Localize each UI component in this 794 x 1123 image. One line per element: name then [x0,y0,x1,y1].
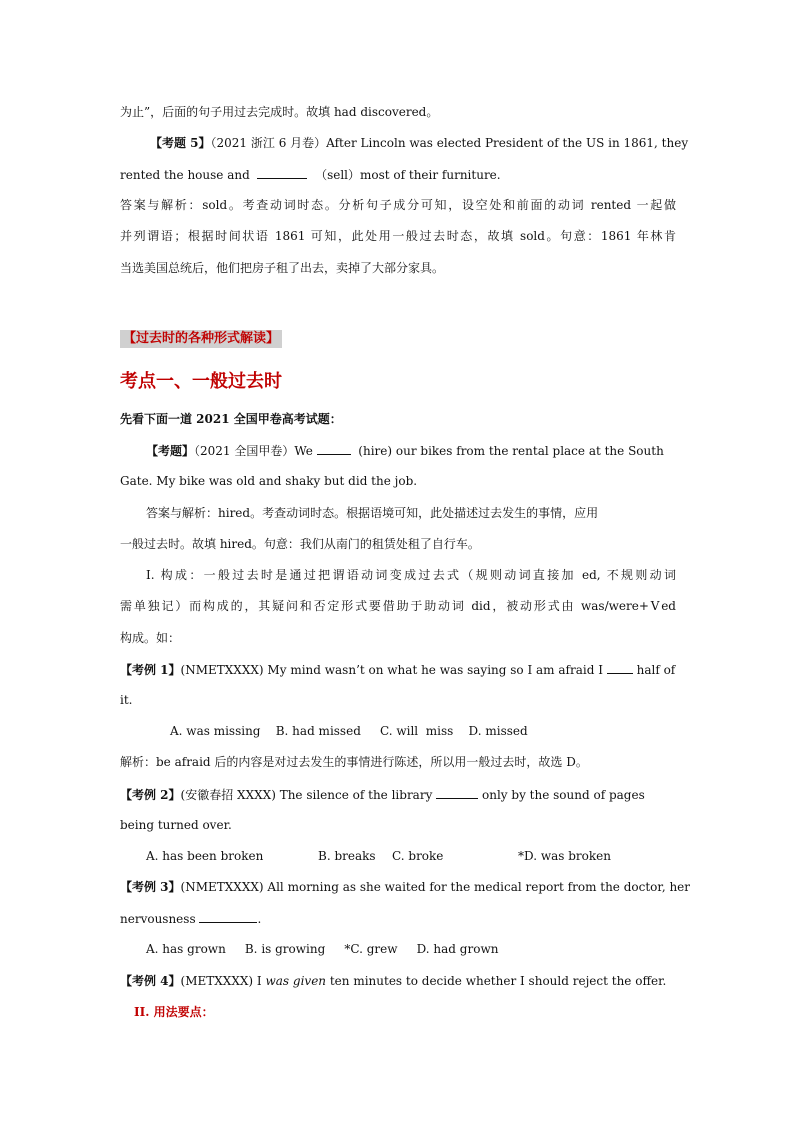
example-text: (NMETXXXX) My mind wasn’t on what he was saying so I am afraid I [180,663,603,677]
example-3-line-2: nervousness . [120,912,262,926]
question-line-2: Gate. My bike was old and shaky but did the job. [120,474,418,488]
example-3-options: A. has grown B. is growing *C. grew D. had grown [146,942,499,956]
example-tag: 【考例 2】 [120,788,181,802]
example-tag: 【考例 4】 [120,974,181,988]
answer-blank [436,786,478,799]
composition-line: I. 构成：一般过去时是通过把谓语动词变成过去式（规则动词直接加 ed, 不规则动词 [146,568,676,582]
answer-blank [317,442,351,455]
example-text: (安徽春招 XXXX) The silence of the library [180,788,433,802]
example-1-line-2: it. [120,693,133,707]
example-tag: 【考例 1】 [120,663,181,677]
option-b: B. breaks [318,849,376,863]
example-4-line-1 [120,973,676,989]
question-5-line-2 [120,166,676,183]
example-2-line-2: being turned over. [120,818,232,832]
question-text: （2021 全国甲卷）We [194,444,313,458]
example-text: ten minutes to decide whether I should reject the offer. [329,974,667,988]
answer-blank [607,661,633,674]
option-c: C. broke [392,849,444,863]
example-3-line-1 [120,879,691,895]
example-text: nervousness [120,912,196,926]
answer-line: 当选美国总统后，他们把房子租了出去，卖掉了大部分家具。 [120,261,445,275]
question-text: (hire) our bikes from the rental place at the South [358,444,664,458]
question-tag: 【考题 5】 [150,136,211,150]
option-d: *D. was broken [518,849,611,863]
answer-line: 一般过去时。故填 hired。句意：我们从南门的租赁处租了自行车。 [120,537,480,551]
example-1-options: A. was missing B. had missed C. will miss D. missed [170,724,528,738]
example-1-explanation: 解析：be afraid 后的内容是对过去发生的事情进行陈述，所以用一般过去时，故选 D。 [120,755,588,769]
question-line-1 [146,442,676,459]
example-text: (NMETXXXX) All morning as she waited for the medical report from the doctor, her [180,880,691,894]
section-tag: 【过去时的各种形式解读】 [120,330,282,348]
example-2-line-1 [120,786,676,803]
answer-blank [257,166,307,179]
option-a: A. has been broken [146,849,264,863]
question-text: rented the house and [120,168,250,182]
composition-line: 构成。如： [120,631,181,645]
composition-line: 需单独记）而构成的，其疑问和否定形式要借助于助动词 did，被动形式由 was/were+Ⅴed [120,599,676,613]
question-tag: 【考题】 [146,444,195,458]
example-text: (METXXXX) I [180,974,262,988]
text-line: 为止”，后面的句子用过去完成时。故填 had discovered。 [120,105,439,119]
answer-line: 并列谓语；根据时间状语 1861 可知，此处用一般过去时态，故填 sold。句意：1861 年林肯 [120,229,676,243]
example-text: half of [636,663,676,677]
example-1-line-1 [120,661,676,678]
example-tag: 【考例 3】 [120,880,181,894]
question-hint: （sell）most of their furniture. [315,168,501,182]
heading-kaodian-1: 考点一、一般过去时 [120,371,282,392]
example-text: only by the sound of pages [482,788,645,802]
example-emphasis: was given [265,974,327,988]
question-5-line-1 [150,135,689,151]
answer-line: 答案与解析：hired。考查动词时态。根据语境可知，此处描述过去发生的事情，应用 [146,506,599,520]
intro-line: 先看下面一道 2021 全国甲卷高考试题： [120,412,342,426]
heading-usage-points: II. 用法要点： [134,1005,214,1019]
answer-line: 答案与解析：sold。考查动词时态。分析句子成分可知，设空处和前面的动词 rented 一起做 [120,198,676,212]
answer-blank [199,910,257,923]
question-text: （2021 浙江 6 月卷）After Lincoln was elected President of the US in 1861, they [210,136,689,150]
